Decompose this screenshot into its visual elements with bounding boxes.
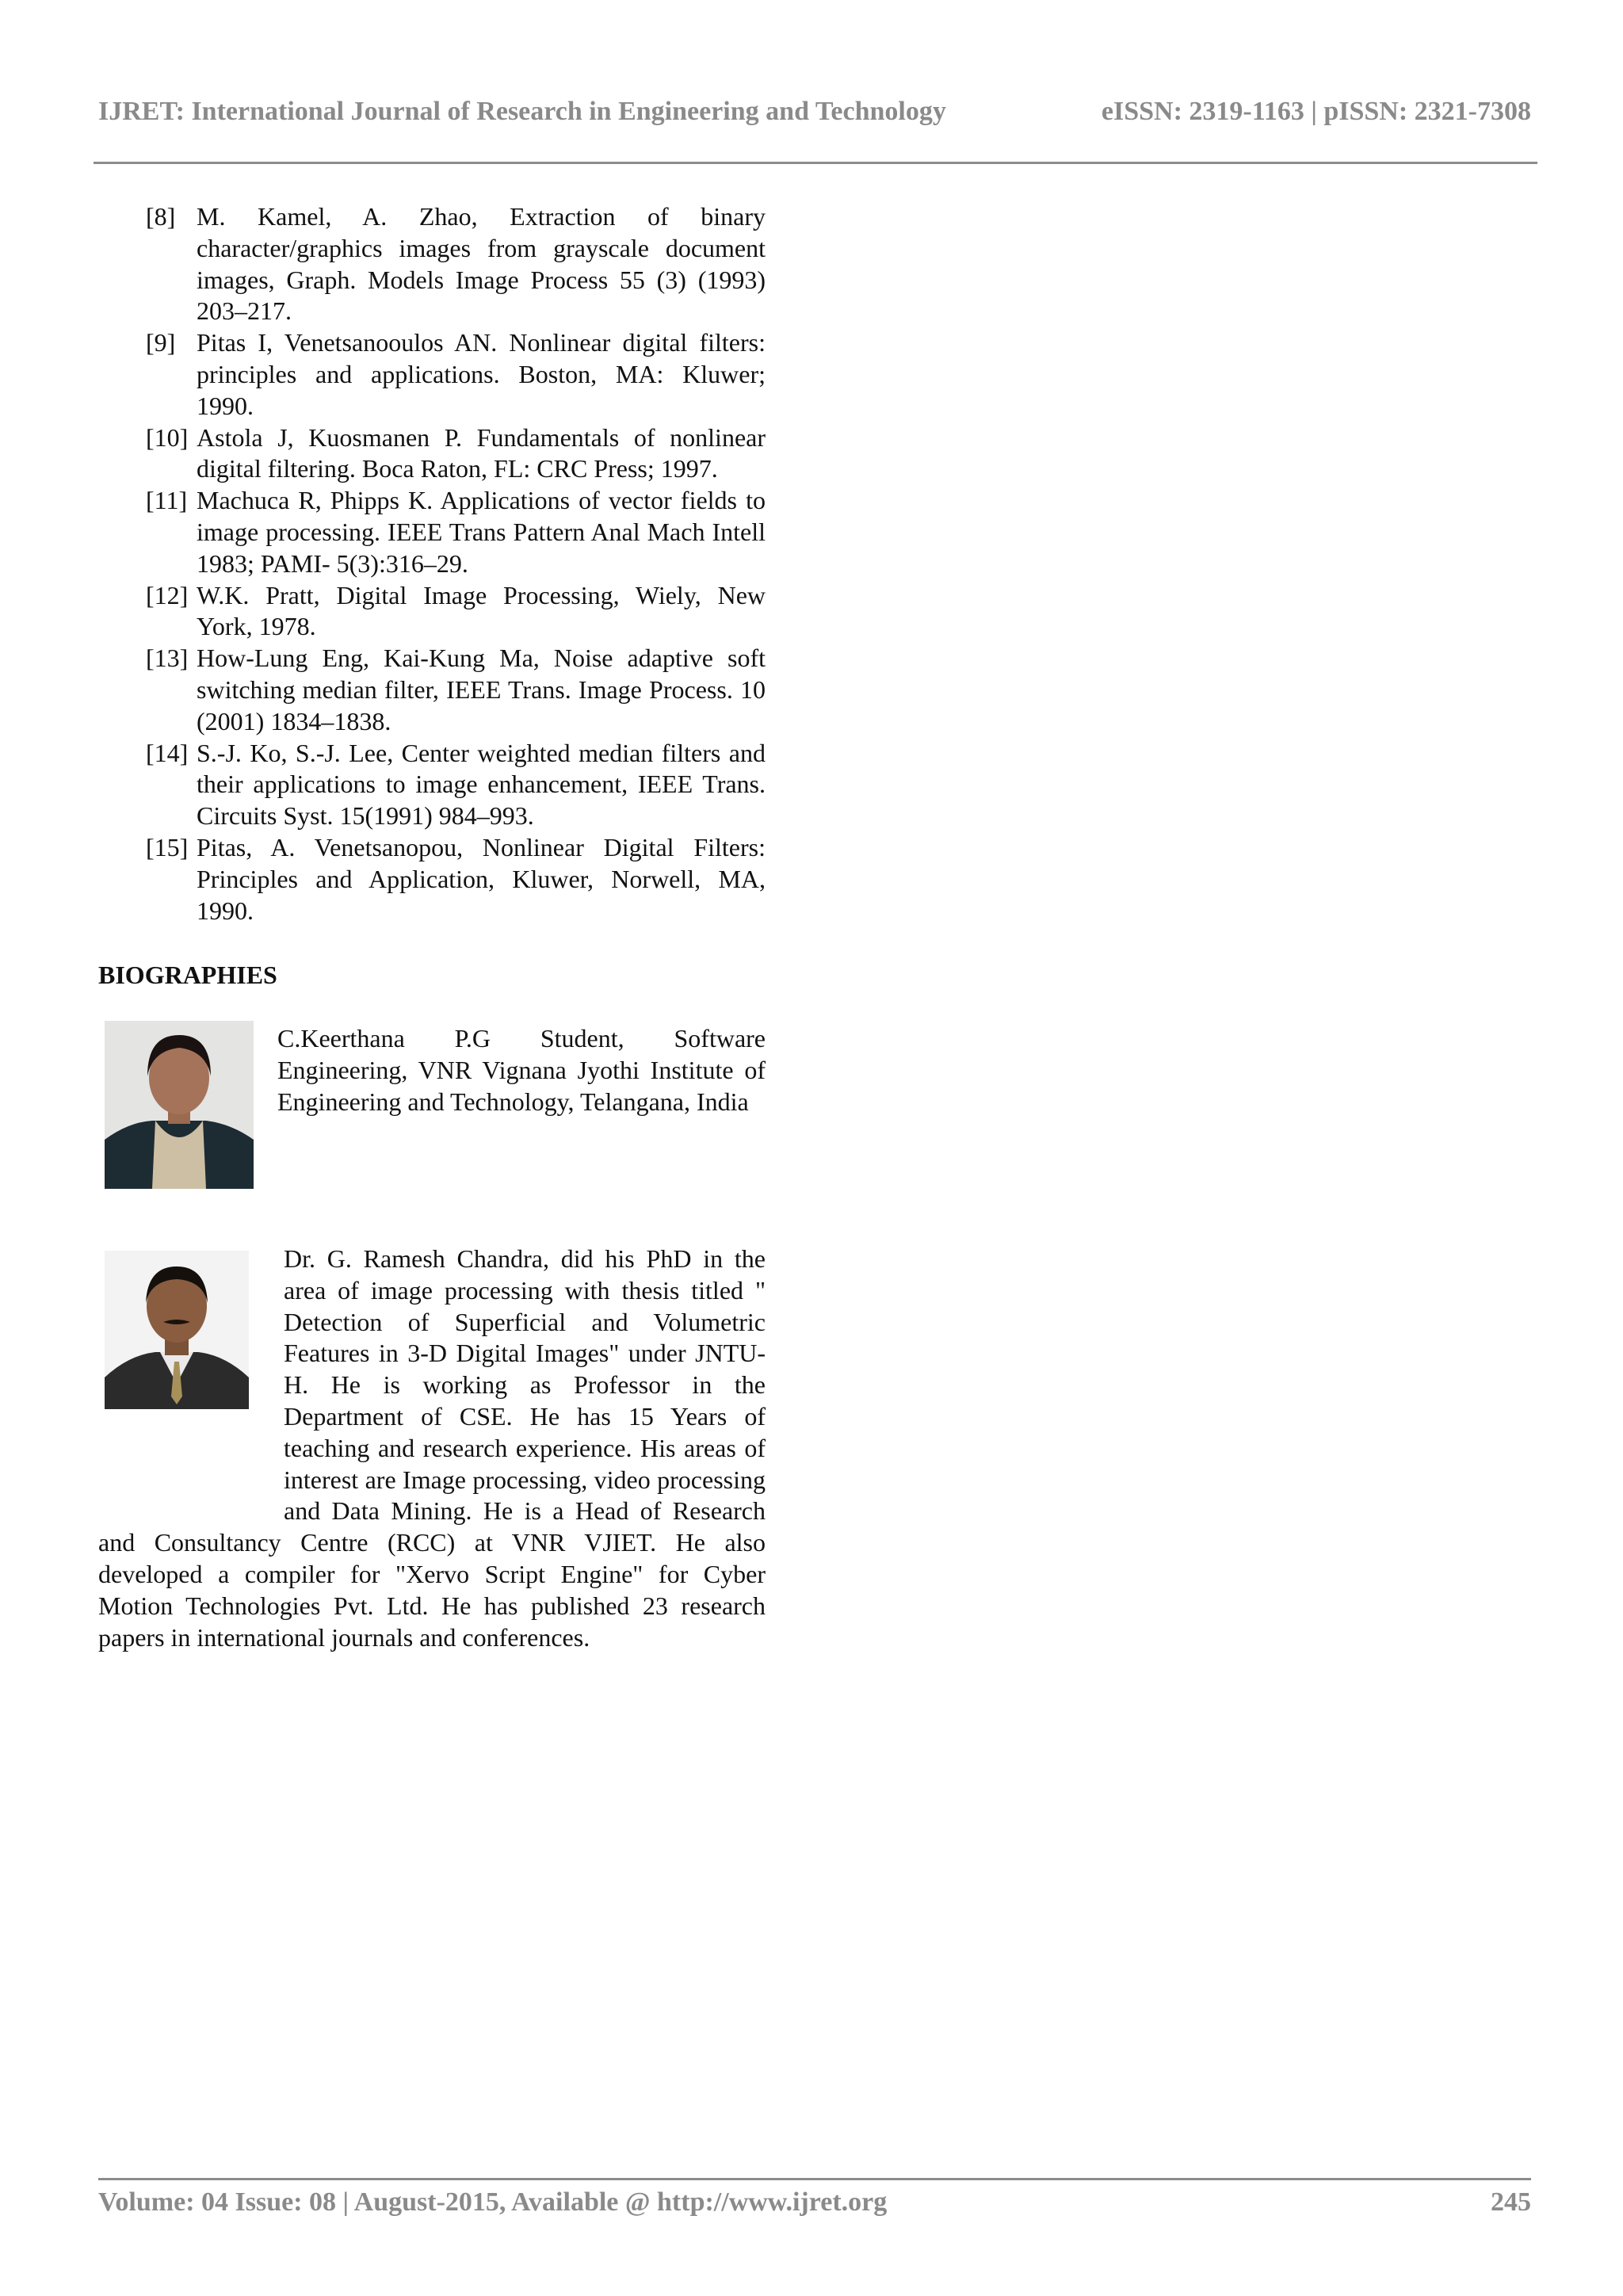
reference-number: [10]	[146, 422, 189, 452]
footer-rule	[98, 2178, 1531, 2180]
biography-keerthana: C.Keerthana P.G Student, Software Engineering, VNR Vignana Jyothi Institute of Engineering and Technology, Telangana, India	[277, 1024, 766, 1116]
reference-item	[146, 327, 766, 422]
reference-number: [12]	[146, 580, 189, 609]
portrait-icon	[105, 1021, 254, 1189]
reference-text: Astola J, Kuosmanen P. Fundamentals of nonlinear digital filtering. Boca Raton, FL: CRC Press; 1997.	[197, 422, 766, 483]
volume-info: Volume: 04 Issue: 08 | August-2015, Available @ http://www.ijret.org	[98, 2187, 888, 2217]
biographies-heading: BIOGRAPHIES	[98, 961, 277, 989]
reference-item	[146, 832, 766, 926]
biography-ramesh-chandra	[98, 1244, 766, 1653]
reference-text: Machuca R, Phipps K. Applications of vector fields to image processing. IEEE Trans Pattern Anal Mach Intell 1983; PAMI- 5(3):316–29.	[197, 486, 766, 578]
reference-number: [11]	[146, 486, 188, 515]
photo-wrap-space	[98, 1244, 284, 1497]
reference-item	[146, 643, 766, 737]
reference-number: [8]	[146, 202, 176, 231]
reference-item	[146, 485, 766, 579]
reference-item	[146, 580, 766, 644]
reference-number: [9]	[146, 328, 176, 357]
reference-text: S.-J. Ko, S.-J. Lee, Center weighted median filters and their applications to image enhancement, IEEE Trans. Circuits Syst. 15(1991) 984–993.	[197, 738, 766, 831]
biography-text: Dr. G. Ramesh Chandra, did his PhD in the area of image processing with thesis titled " Detection of Superficial and Volumetric Features in 3-D Digital Images" under JNTU-H. He is working as Professor in the Department of CSE. He has 15 Years of teaching and research experience. His areas of interest are Image processing, video processing and Data Mining. He is a Head of Research and Consultancy Centre (RCC) at VNR VJIET. He also developed a compiler for "Xervo Script Engine" for Cyber Motion Technologies Pvt. Ltd. He has published 23 research papers in international journals and conferences.	[98, 1244, 766, 1652]
reference-item	[146, 422, 766, 486]
page-header	[98, 97, 1531, 127]
reference-list	[146, 201, 766, 926]
header-rule	[94, 162, 1537, 164]
reference-text: M. Kamel, A. Zhao, Extraction of binary character/graphics images from grayscale document images, Graph. Models Image Process 55 (3) (1993) 203–217.	[197, 202, 766, 326]
reference-text: How-Lung Eng, Kai-Kung Ma, Noise adaptive soft switching median filter, IEEE Trans. Image Process. 10 (2001) 1834–1838.	[197, 644, 766, 735]
reference-text: W.K. Pratt, Digital Image Processing, Wiely, New York, 1978.	[197, 580, 766, 641]
issn-info: eISSN: 2319-1163 | pISSN: 2321-7308	[1101, 97, 1531, 126]
reference-text: Pitas I, Venetsanooulos AN. Nonlinear digital filters: principles and applications. Boston, MA: Kluwer; 1990.	[197, 328, 766, 420]
journal-title: IJRET: International Journal of Research in Engineering and Technology	[98, 97, 946, 126]
reference-text: Pitas, A. Venetsanopou, Nonlinear Digital Filters: Principles and Application, Kluwer, Norwell, MA, 1990.	[197, 832, 766, 925]
reference-number: [15]	[146, 832, 189, 861]
reference-item	[146, 738, 766, 832]
page-footer	[98, 2187, 1531, 2218]
reference-item	[146, 201, 766, 327]
reference-number: [14]	[146, 738, 189, 767]
page-number: 245	[1491, 2187, 1531, 2217]
reference-number: [13]	[146, 644, 189, 673]
author-photo-keerthana	[105, 1021, 254, 1189]
